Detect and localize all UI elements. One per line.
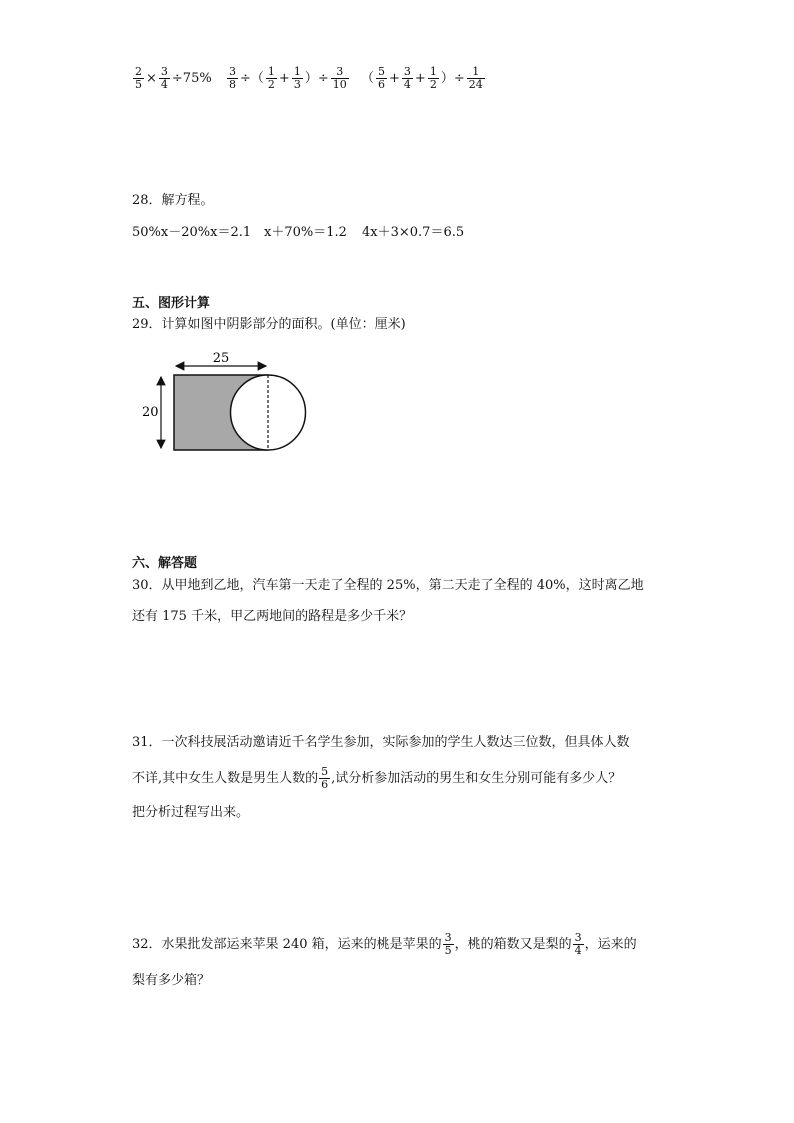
operator: + — [414, 71, 426, 87]
question-32-line-2: 梨有多少箱？ — [132, 973, 211, 988]
width-label: 25 — [212, 351, 230, 366]
fraction: $\frac{3}{4}$ — [574, 931, 582, 958]
section-6-title: 六、解答题 — [132, 556, 198, 571]
fraction: $\frac{3}{4}$ — [403, 65, 411, 92]
fraction: $\frac{3}{5}$ — [444, 931, 452, 958]
question-28-title: 28．解方程。 — [132, 193, 214, 208]
fraction: $\frac{3}{10}$ — [332, 65, 347, 92]
fraction: $\frac{2}{5}$ — [135, 65, 142, 92]
fraction: $\frac{1}{24}$ — [468, 65, 483, 92]
height-label: 20 — [142, 405, 159, 420]
operator: （ — [361, 71, 375, 87]
section-5-title: 五、图形计算 — [132, 296, 211, 311]
operator: ÷（ — [240, 71, 264, 87]
equation-2: x＋70%＝1.2 — [264, 225, 347, 240]
fraction: $\frac{5}{6}$ — [321, 765, 329, 792]
operator: ÷75% — [171, 71, 212, 87]
fraction: $\frac{1}{2}$ — [429, 65, 437, 92]
equation-3: 4x＋3×0.7＝6.5 — [362, 225, 465, 240]
expression-3 — [360, 66, 486, 91]
question-29-title: 29．计算如图中阴影部分的面积。(单位：厘米) — [132, 317, 406, 332]
question-31-line-3: 把分析过程写出来。 — [132, 805, 250, 820]
operator: ）÷ — [304, 71, 329, 87]
fraction: $\frac{1}{3}$ — [293, 65, 301, 92]
equation-1: 50%x－20%x＝2.1 — [132, 225, 252, 240]
question-30-line-1: 30．从甲地到乙地，汽车第一天走了全程的 25%，第二天走了全程的 40%，这时离乙地 — [132, 578, 644, 593]
shaded-area-figure — [138, 348, 318, 458]
question-30-line-2: 还有 175 千米，甲乙两地间的路程是多少千米？ — [132, 609, 413, 624]
operator: × — [146, 71, 157, 87]
fraction: $\frac{3}{8}$ — [229, 65, 236, 92]
question-31-line-2: 不详,其中女生人数是男生人数的 $\frac{5}{6}$ ,试分析参加活动的男生和女生分别可能有多少人？ — [132, 765, 622, 792]
question-32-line-1: 32．水果批发部运来苹果 240 箱，运来的桃是苹果的 $\frac{3}{5}$ ，桃的箱数又是梨的 $\frac{3}{4}$ ，运来的 — [132, 931, 637, 958]
operator: ）÷ — [440, 71, 465, 87]
expression-1 — [132, 66, 213, 91]
fraction: $\frac{3}{4}$ — [160, 65, 168, 92]
fraction: $\frac{1}{2}$ — [267, 65, 275, 92]
fraction: $\frac{5}{6}$ — [378, 65, 386, 92]
operator: + — [389, 71, 400, 87]
expression-2 — [226, 66, 350, 91]
question-31-line-1: 31．一次科技展活动邀请近千名学生参加，实际参加的学生人数达三位数，但具体人数 — [132, 735, 630, 750]
operator: + — [278, 71, 290, 87]
